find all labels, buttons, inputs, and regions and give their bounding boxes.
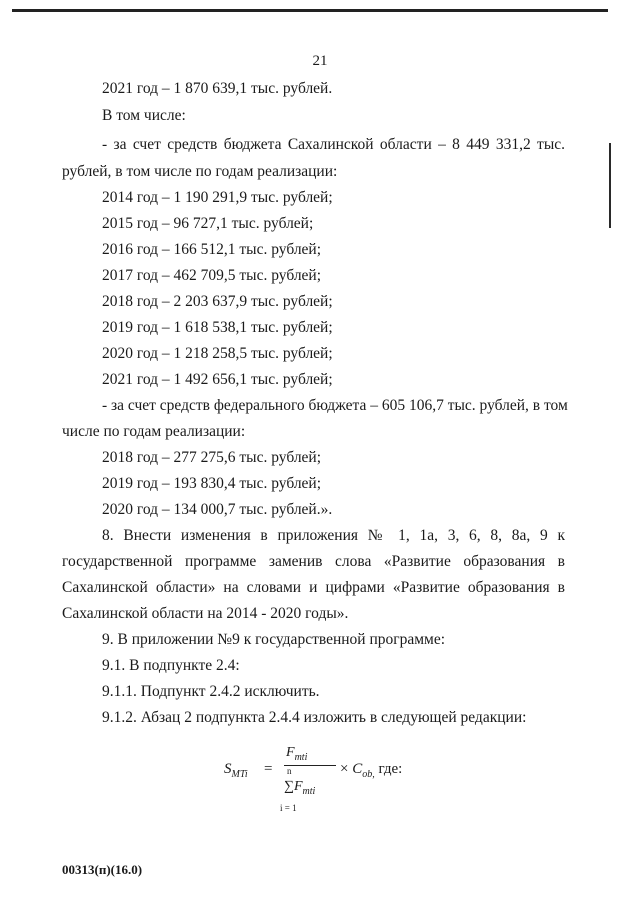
text-line — [62, 135, 565, 155]
text-line: Сахалинской области на 2014 - 2020 годы». — [62, 605, 349, 622]
text-line: 2018 год – 2 203 637,9 тыс. рублей; — [102, 293, 333, 310]
document-code: 00313(п)(16.0) — [62, 862, 143, 877]
sum-lower-limit: i = 1 — [280, 803, 297, 813]
text-line-content: - за счет средств бюджета Сахалинской области – 8 449 331,2 тыс. — [102, 136, 565, 153]
text-line-content: 8. Внести изменения в приложения № 1, 1а, 3, 6, 8, 8а, 9 к — [102, 527, 565, 544]
text-line: числе по годам реализации: — [62, 423, 246, 440]
formula-equals: = — [264, 761, 273, 777]
text-line: 9.1.2. Абзац 2 подпункта 2.4.4 изложить в следующей редакции: — [102, 709, 527, 726]
text-line: 2021 год – 1 870 639,1 тыс. рублей. — [102, 80, 333, 97]
text-line: рублей, в том числе по годам реализации: — [62, 163, 338, 180]
top-border-line — [12, 9, 608, 12]
text-line: 9.1.1. Подпункт 2.4.2 исключить. — [102, 683, 320, 700]
text-line: В том числе: — [102, 107, 186, 124]
text-line: 2017 год – 462 709,5 тыс. рублей; — [102, 267, 322, 284]
text-line: 2019 год – 193 830,4 тыс. рублей; — [102, 475, 322, 492]
text-line: 2021 год – 1 492 656,1 тыс. рублей; — [102, 371, 333, 388]
text-line: 9. В приложении №9 к государственной программе: — [102, 631, 446, 648]
text-line: 2015 год – 96 727,1 тыс. рублей; — [102, 215, 314, 232]
text-line: 2019 год – 1 618 538,1 тыс. рублей; — [102, 319, 333, 336]
margin-scan-mark — [609, 143, 611, 228]
text-line: Сахалинской области» на словами и цифрами «Развитие образования в — [62, 579, 565, 596]
distribution-formula — [224, 743, 444, 823]
page-number: 21 — [312, 53, 328, 69]
text-line — [62, 396, 568, 416]
sum-upper-limit: n — [287, 766, 292, 776]
formula-lhs: $S_{MTi}$ — [224, 761, 248, 780]
text-line: государственной программе заменив слова «Развитие образования в — [62, 553, 565, 570]
text-line: 9.1. В подпункте 2.4: — [102, 657, 240, 674]
text-line: 2018 год – 277 275,6 тыс. рублей; — [102, 449, 322, 466]
formula-rhs: × $C_{ob,}$ где: — [340, 761, 403, 780]
formula-numerator: $F_{mti}$ — [286, 745, 308, 763]
text-line: 2016 год – 166 512,1 тыс. рублей; — [102, 241, 322, 258]
text-line: 2020 год – 134 000,7 тыс. рублей.». — [102, 501, 333, 518]
text-line: 2020 год – 1 218 258,5 тыс. рублей; — [102, 345, 333, 362]
text-line — [62, 526, 565, 546]
formula-denominator: $\sum F_{mti}$ — [284, 779, 316, 797]
text-line: 2014 год – 1 190 291,9 тыс. рублей; — [102, 189, 333, 206]
text-line-content: - за счет средств федерального бюджета – 605 106,7 тыс. рублей, в том — [102, 397, 568, 414]
